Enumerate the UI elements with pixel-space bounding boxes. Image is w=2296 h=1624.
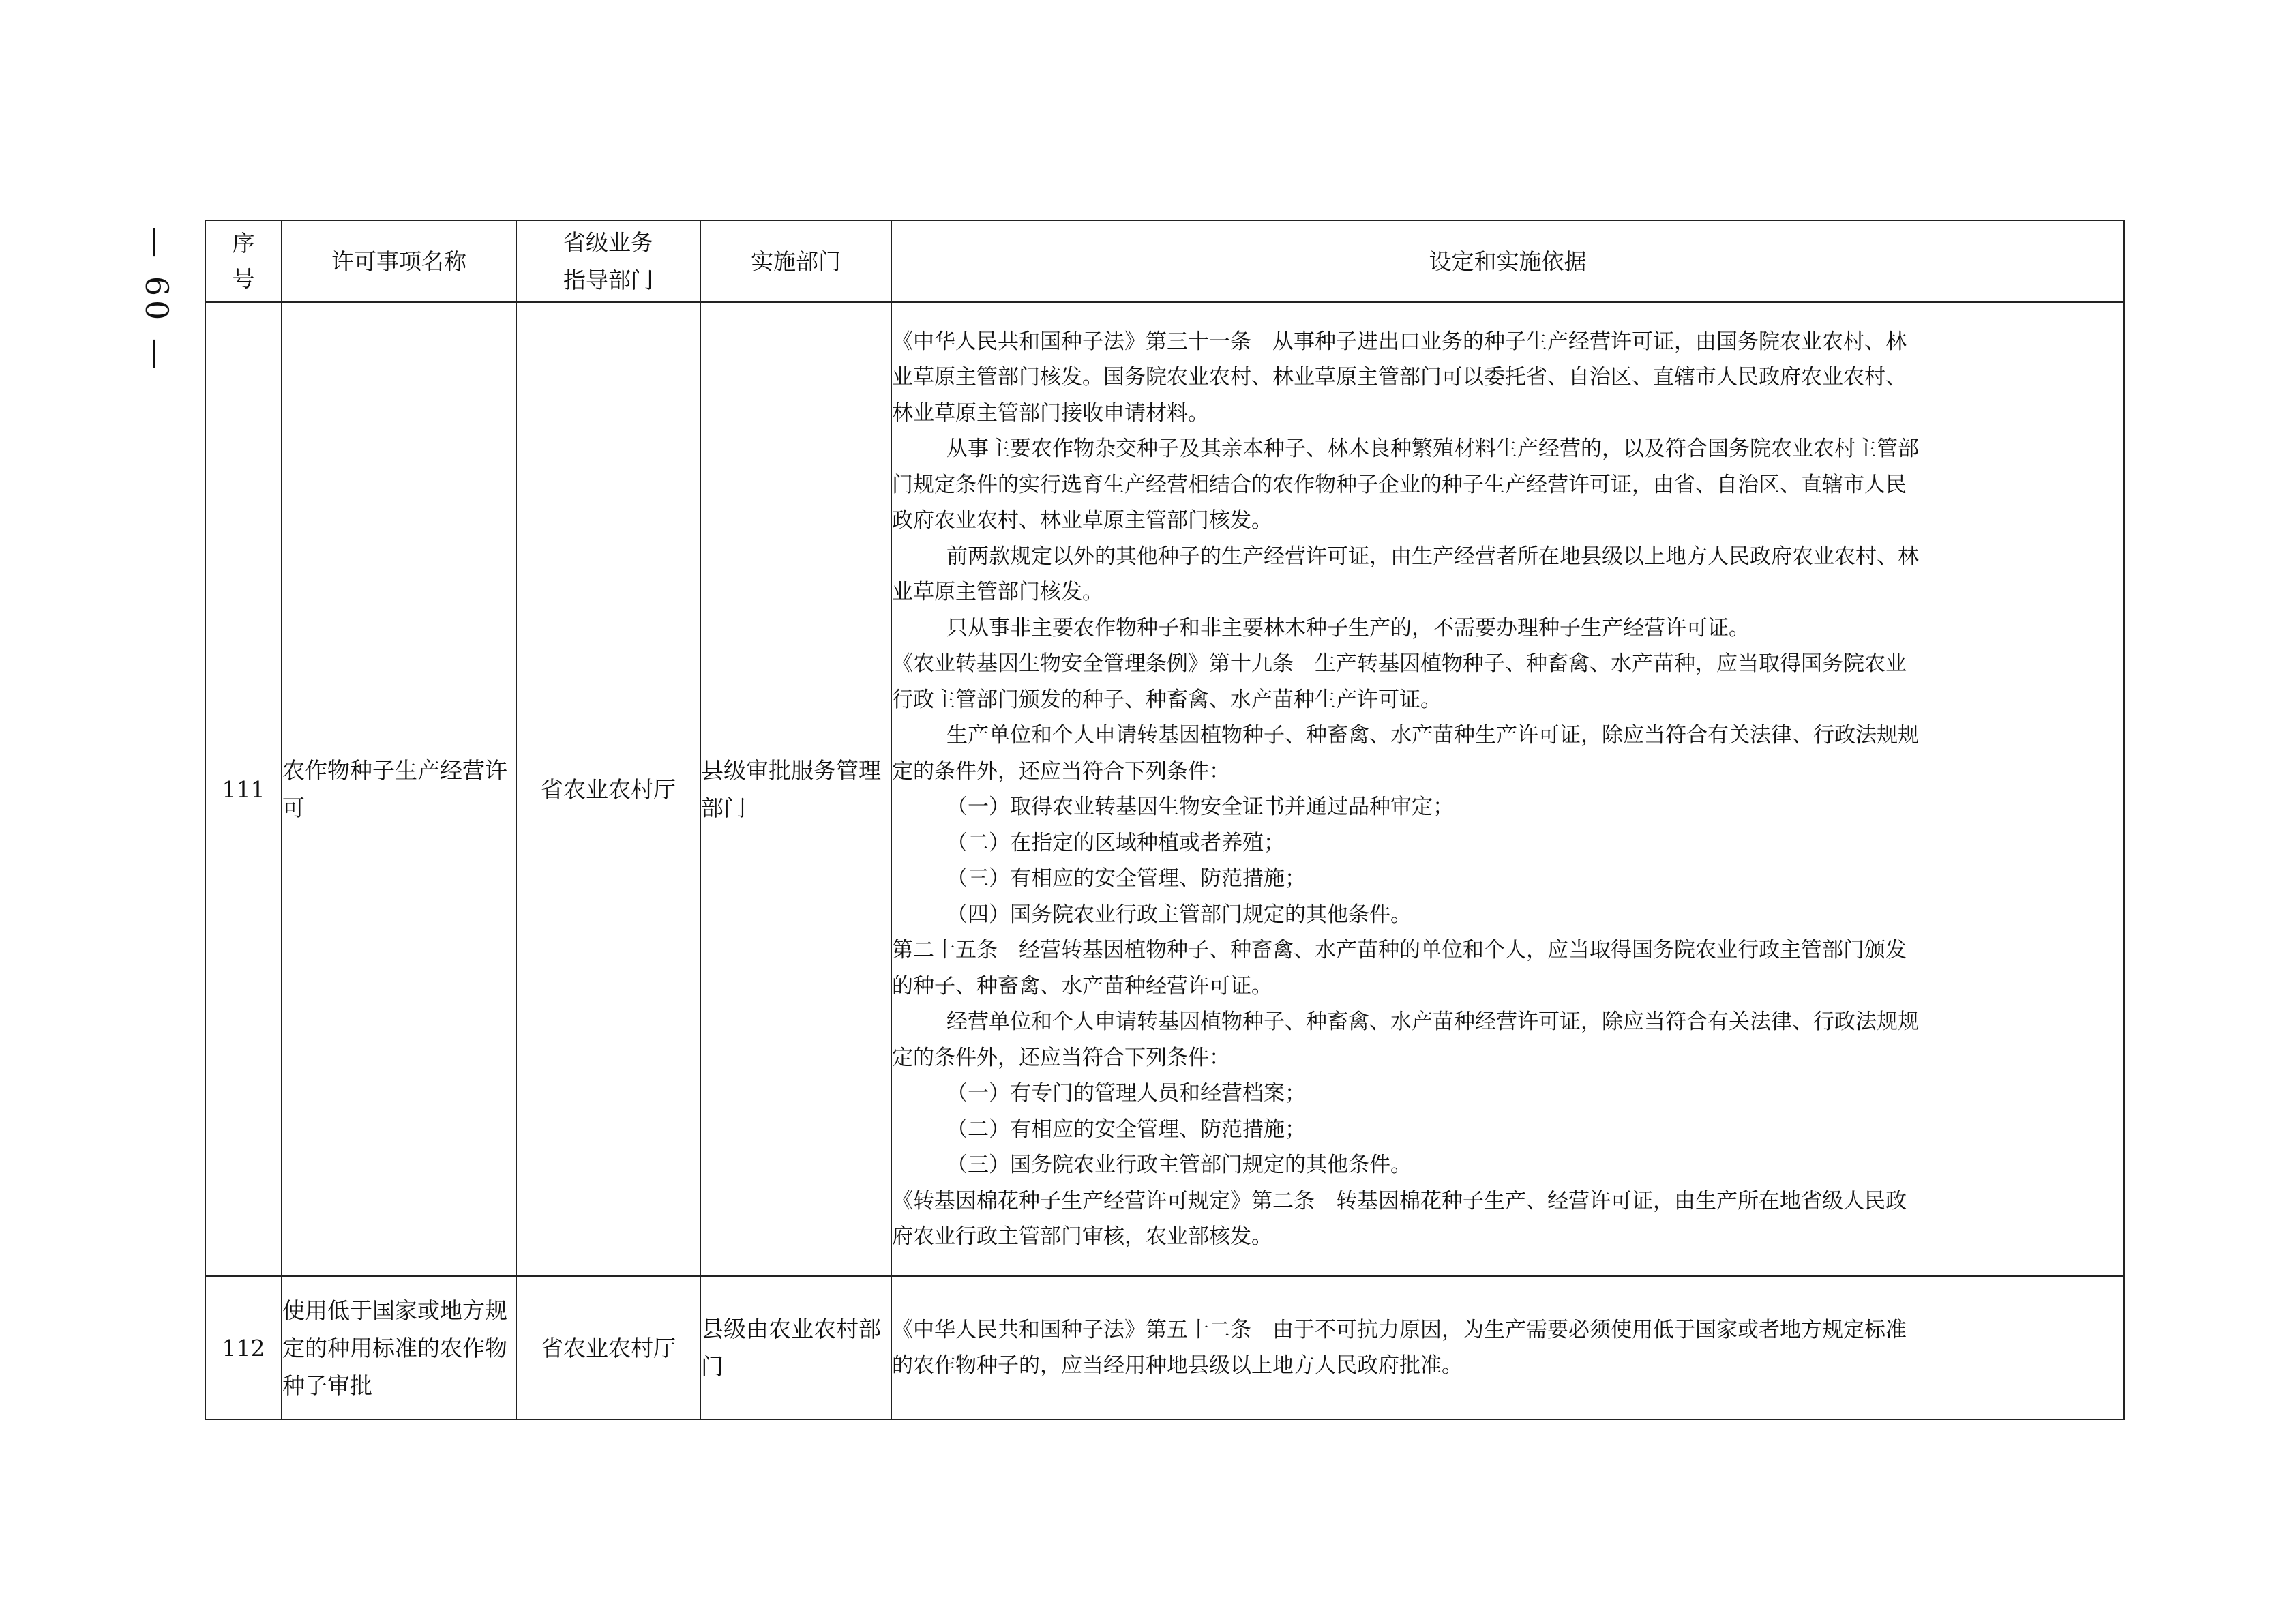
- header-impl: 实施部门: [700, 220, 891, 302]
- row-name: 农作物种子生产经营许可: [282, 302, 516, 1276]
- row-impl: 县级审批服务管理部门: [700, 302, 891, 1276]
- basis-line: 行政主管部门颁发的种子、种畜禽、水产苗种生产许可证。: [892, 687, 1442, 712]
- basis-line: 《中华人民共和国种子法》第五十二条 由于不可抗力原因，为生产需要必须使用低于国家或者地方规定标准: [892, 1317, 1907, 1342]
- basis-line: 的农作物种子的，应当经用种地县级以上地方人民政府批准。: [892, 1353, 1463, 1378]
- header-seq-line1: 序: [232, 230, 255, 256]
- row-seq: 111: [205, 302, 282, 1276]
- basis-line: （四）国务院农业行政主管部门规定的其他条件。: [946, 902, 1412, 927]
- row-basis: [891, 1276, 2124, 1419]
- row-impl: 县级由农业农村部门: [700, 1276, 891, 1419]
- basis-line: 定的条件外，还应当符合下列条件：: [892, 758, 1230, 784]
- basis-line: （二）在指定的区域种植或者养殖；: [946, 830, 1285, 855]
- basis-line: （二）有相应的安全管理、防范措施；: [946, 1117, 1306, 1142]
- basis-line: 第二十五条 经营转基因植物种子、种畜禽、水产苗种的单位和个人，应当取得国务院农业行政主管部门颁发: [892, 938, 1907, 962]
- basis-line: （一）有专门的管理人员和经营档案；: [946, 1081, 1306, 1106]
- basis-line: 前两款规定以外的其他种子的生产经营许可证，由生产经营者所在地县级以上地方人民政府农业农村、林: [946, 544, 1919, 569]
- header-dept: [516, 220, 700, 302]
- basis-line: 门规定条件的实行选育生产经营相结合的农作物种子企业的种子生产经营许可证，由省、自治区、直辖市人民: [892, 472, 1907, 497]
- basis-line: 《转基因棉花种子生产经营许可规定》第二条 转基因棉花种子生产、经营许可证，由生产所在地省级人民政: [892, 1188, 1907, 1213]
- header-dept-line2: 指导部门: [563, 267, 653, 293]
- basis-line: 业草原主管部门核发。: [892, 580, 1103, 604]
- basis-line: 从事主要农作物杂交种子及其亲本种子、林木良种繁殖材料生产经营的，以及符合国务院农业农村主管部: [946, 437, 1919, 461]
- basis-line: 经营单位和个人申请转基因植物种子、种畜禽、水产苗种经营许可证，除应当符合有关法律、行政法规规: [946, 1009, 1919, 1034]
- basis-line: 政府农业农村、林业草原主管部门核发。: [892, 508, 1272, 533]
- basis-line: 业草原主管部门核发。国务院农业农村、林业草原主管部门可以委托省、自治区、直辖市人民政府农业农村、: [892, 365, 1907, 389]
- header-dept-line1: 省级业务: [563, 229, 653, 256]
- header-seq: [205, 220, 282, 302]
- basis-line: 《中华人民共和国种子法》第三十一条 从事种子进出口业务的种子生产经营许可证，由国务院农业农村、林: [892, 329, 1907, 354]
- basis-line: 生产单位和个人申请转基因植物种子、种畜禽、水产苗种生产许可证，除应当符合有关法律、行政法规规: [946, 723, 1919, 748]
- basis-line: 府农业行政主管部门审核，农业部核发。: [892, 1224, 1272, 1249]
- basis-line: （三）国务院农业行政主管部门规定的其他条件。: [946, 1153, 1412, 1177]
- page-number: — 60 —: [138, 226, 175, 374]
- header-name: 许可事项名称: [282, 220, 516, 302]
- basis-line: 只从事非主要农作物种子和非主要林木种子生产的，不需要办理种子生产经营许可证。: [946, 615, 1750, 640]
- basis-line: 林业草原主管部门接收申请材料。: [892, 400, 1209, 426]
- basis-line: 的种子、种畜禽、水产苗种经营许可证。: [892, 973, 1272, 999]
- row-dept: 省农业农村厅: [516, 1276, 700, 1419]
- permit-table: [205, 220, 2125, 1420]
- basis-line: 《农业转基因生物安全管理条例》第十九条 生产转基因植物种子、种畜禽、水产苗种，应当取得国务院农业: [892, 651, 1907, 676]
- row-dept: 省农业农村厅: [516, 302, 700, 1276]
- row-basis: [891, 302, 2124, 1276]
- table-header-row: [205, 220, 2124, 302]
- table-row: [205, 302, 2124, 1276]
- row-seq: 112: [205, 1276, 282, 1419]
- basis-line: （三）有相应的安全管理、防范措施；: [946, 866, 1306, 891]
- basis-line: （一）取得农业转基因生物安全证书并通过品种审定；: [946, 795, 1454, 819]
- header-seq-line2: 号: [232, 265, 255, 292]
- basis-line: 定的条件外，还应当符合下列条件：: [892, 1045, 1230, 1070]
- row-name: 使用低于国家或地方规定的种用标准的农作物种子审批: [282, 1276, 516, 1419]
- table-row: [205, 1276, 2124, 1419]
- header-basis: 设定和实施依据: [891, 220, 2124, 302]
